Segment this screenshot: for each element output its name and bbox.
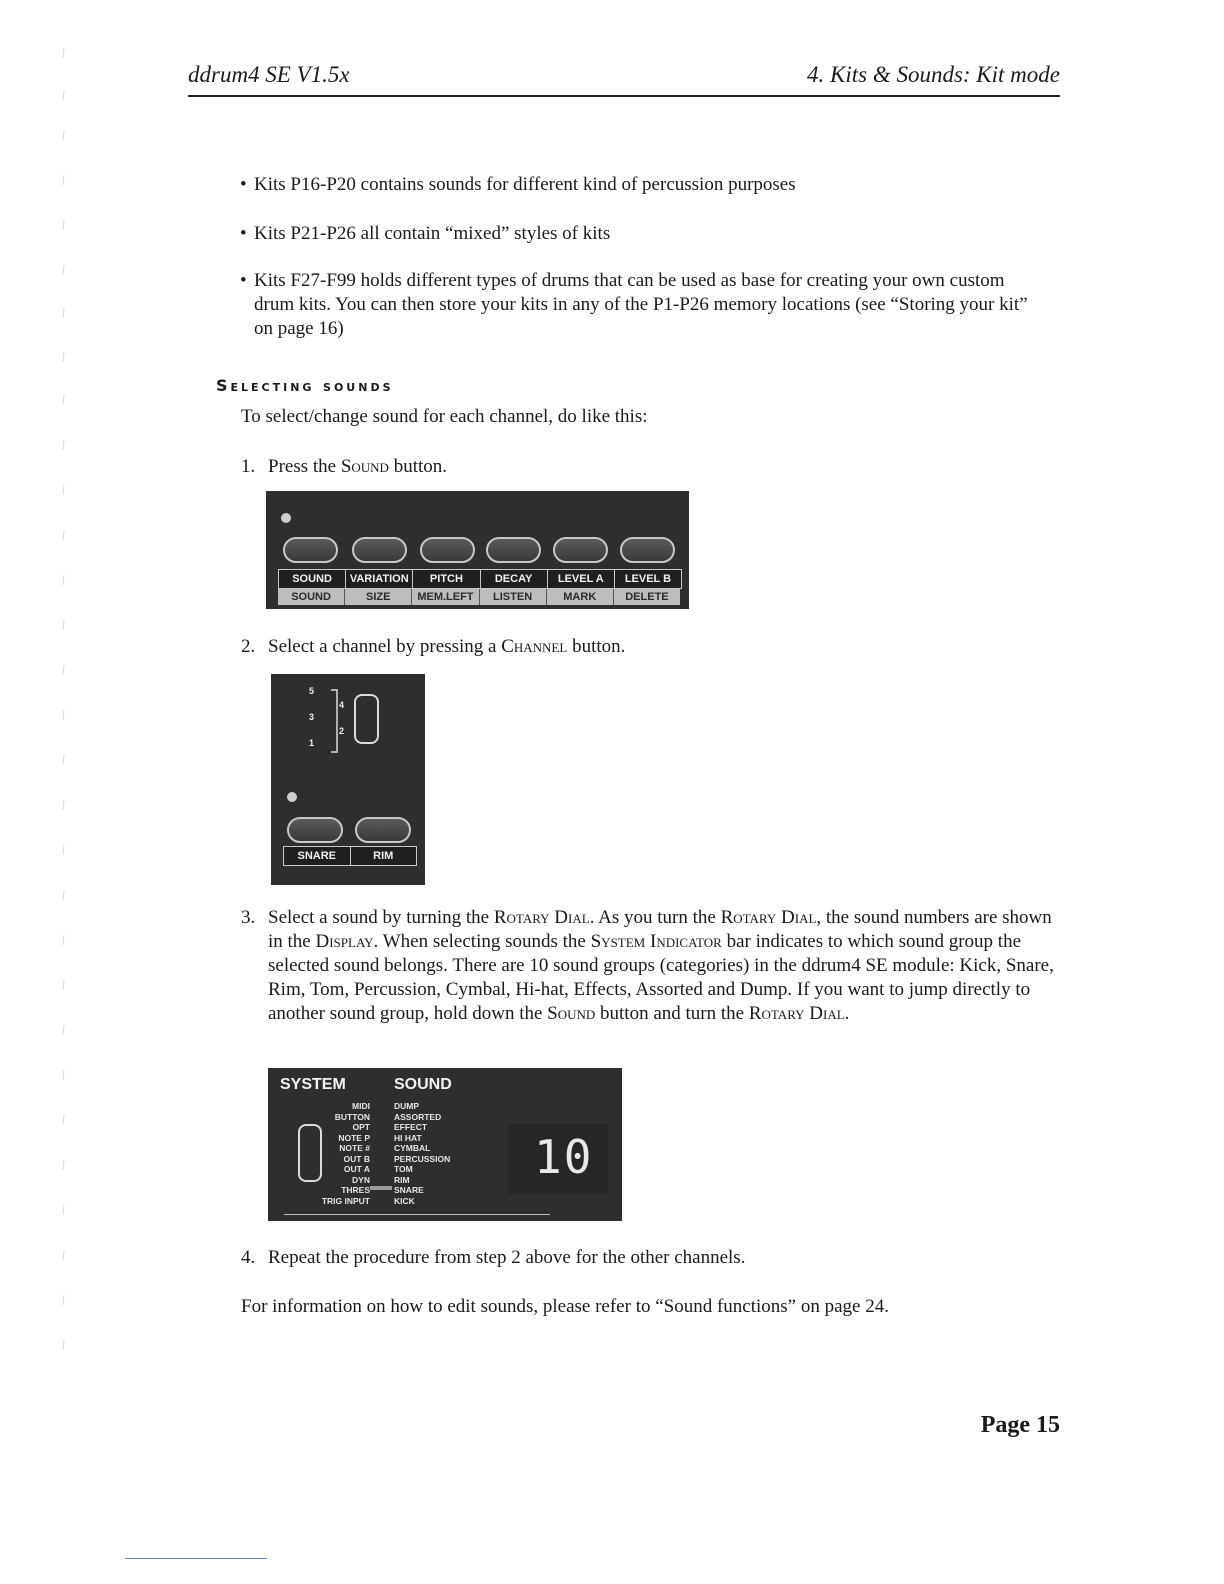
- intro-text: To select/change sound for each channel, do like this:: [241, 406, 648, 427]
- channel-number: 4: [339, 700, 345, 710]
- level-a-button[interactable]: [553, 537, 608, 563]
- channel-labels: [283, 846, 417, 866]
- footer-line: [125, 1558, 267, 1559]
- keyword-system-indicator: System Indicator: [590, 931, 722, 952]
- header-title: ddrum4 SE V1.5x: [188, 62, 350, 87]
- label-level-b: LEVEL B: [624, 573, 672, 585]
- sound-group-item: PERCUSSION: [394, 1153, 451, 1164]
- system-item: NOTE #: [339, 1143, 370, 1153]
- system-item: THRES: [341, 1185, 370, 1195]
- label-level-a: LEVEL A: [548, 570, 615, 588]
- label-listen: LISTEN: [480, 589, 547, 605]
- step-text: button.: [567, 636, 626, 657]
- system-title: SYSTEM: [280, 1076, 346, 1093]
- sound-group-item: DUMP: [394, 1101, 420, 1111]
- channel-number: 3: [309, 712, 315, 722]
- system-item: OPT: [352, 1122, 370, 1132]
- sound-groups-list: [394, 1101, 484, 1206]
- label-mark: MARK: [547, 589, 614, 605]
- label-sound-alt: SOUND: [278, 589, 345, 605]
- step-text: button.: [388, 456, 448, 477]
- system-item: OUT B: [343, 1153, 370, 1164]
- label-sound: SOUND: [279, 570, 346, 588]
- bullet-item: [240, 222, 1040, 246]
- bullet-item: [240, 269, 1040, 341]
- channel-number: 2: [339, 726, 345, 736]
- step-text: Press the: [268, 456, 341, 477]
- page-number: Page 15: [980, 1412, 1060, 1438]
- label-snare: SNARE: [284, 847, 351, 865]
- step-text: , the sound numbers are shown in the: [268, 907, 1052, 952]
- step-1: [241, 455, 1061, 479]
- channel-panel: [271, 674, 425, 885]
- rim-channel-button[interactable]: [355, 817, 411, 843]
- threshold-indicator: [370, 1186, 392, 1190]
- keyword-channel: Channel: [501, 636, 568, 657]
- keyword-sound: Sound: [547, 1003, 596, 1024]
- step-text: button and turn the: [595, 1003, 749, 1024]
- system-item: DYN: [352, 1174, 370, 1185]
- panel-divider: [284, 1214, 550, 1215]
- system-item: NOTE P: [338, 1132, 370, 1143]
- channel-led-indicator: [287, 792, 297, 802]
- bullet-dot: •: [240, 270, 247, 291]
- step-number: 1.: [241, 456, 256, 477]
- step-text: Select a sound by turning the: [268, 907, 494, 928]
- step-3: [241, 906, 1061, 1026]
- channel-indicator-segment: [354, 694, 379, 744]
- bullet-text: Kits P16-P20 contains sounds for different kind of percussion purposes: [254, 174, 796, 195]
- step-text: Repeat the procedure from step 2 above for the other channels.: [268, 1247, 746, 1268]
- system-item: BUTTON: [334, 1111, 370, 1122]
- sound-led-indicator: [281, 513, 291, 523]
- sound-group-item: HI HAT: [394, 1132, 422, 1143]
- sound-group-item: RIM: [394, 1174, 410, 1185]
- system-item: MIDI: [352, 1101, 370, 1111]
- header-rule: [188, 95, 1060, 97]
- step-4: [241, 1246, 1061, 1270]
- label-size: SIZE: [345, 589, 412, 605]
- sound-group-item: EFFECT: [394, 1122, 428, 1132]
- channel-bracket-icon: [329, 688, 341, 754]
- label-variation: VARIATION: [346, 570, 413, 588]
- sound-button[interactable]: [283, 537, 338, 563]
- keyword-display: Display: [315, 931, 374, 952]
- step-text: . When selecting sounds the: [373, 931, 591, 952]
- sound-group-item: TOM: [394, 1164, 413, 1174]
- channel-number: 5: [309, 686, 315, 696]
- keyword-rotary-dial: Rotary Dial: [493, 907, 590, 928]
- label-rim: RIM: [373, 850, 394, 862]
- pitch-button[interactable]: [420, 537, 475, 563]
- step-number: 2.: [241, 636, 256, 657]
- keyword-rotary-dial: Rotary Dial: [748, 1003, 845, 1024]
- keyword-sound: Sound: [340, 456, 389, 477]
- section-heading: Selecting sounds: [216, 376, 394, 395]
- label-decay: DECAY: [481, 570, 548, 588]
- function-buttons-panel: [266, 491, 689, 609]
- variation-button[interactable]: [352, 537, 407, 563]
- label-delete: DELETE: [625, 591, 669, 603]
- sound-title: SOUND: [394, 1076, 452, 1093]
- snare-channel-button[interactable]: [287, 817, 343, 843]
- step-text: .: [844, 1003, 850, 1024]
- system-item: OUT A: [343, 1164, 370, 1174]
- footer-paragraph: For information on how to edit sounds, please refer to “Sound functions” on page 24.: [241, 1296, 889, 1317]
- sound-group-item: ASSORTED: [394, 1111, 442, 1122]
- display-readout: 10: [534, 1130, 594, 1184]
- channel-number: 1: [309, 738, 315, 748]
- step-text: bar indicates to which sound group the selected sound belongs. There are 10 sound groups (categories) in the ddrum4 SE module: Kick, Snare, Rim, Tom, Percussion, Cymbal, Hi-hat, Effects, Assorted and Dump. If you want to jump directly to another sound group, hold down the: [268, 931, 1054, 1024]
- bullet-dot: •: [240, 174, 247, 195]
- sound-group-item: CYMBAL: [394, 1143, 431, 1153]
- bullet-text: Kits F27-F99 holds different types of drums that can be used as base for creating your own custom drum kits. You can then store your kits in any of the P1-P26 memory locations (see “Storing your kit” on page 16): [254, 270, 1028, 339]
- step-number: 4.: [241, 1247, 256, 1268]
- system-item: TRIG INPUT: [321, 1195, 370, 1206]
- level-b-button[interactable]: [620, 537, 675, 563]
- system-items-list: [298, 1101, 370, 1206]
- decay-button[interactable]: [486, 537, 541, 563]
- sound-group-item: SNARE: [394, 1185, 424, 1195]
- bullet-text: Kits P21-P26 all contain “mixed” styles of kits: [254, 223, 611, 244]
- step-number: 3.: [241, 907, 256, 928]
- step-2: [241, 635, 1061, 659]
- margin-marks: [60, 40, 68, 1520]
- label-pitch: PITCH: [413, 570, 480, 588]
- bullet-item: [240, 173, 1040, 197]
- function-labels-top: [278, 569, 682, 589]
- bullet-dot: •: [240, 223, 247, 244]
- step-3-text: [268, 906, 1061, 1026]
- sound-group-item: KICK: [394, 1195, 415, 1206]
- header-chapter: 4. Kits & Sounds: Kit mode: [806, 62, 1060, 87]
- label-mem-left: MEM.LEFT: [412, 589, 479, 605]
- function-labels-bottom: [278, 589, 680, 605]
- step-text: . As you turn the: [589, 907, 721, 928]
- step-text: Select a channel by pressing a: [268, 636, 502, 657]
- keyword-rotary-dial: Rotary Dial: [720, 907, 817, 928]
- system-sound-display-panel: [268, 1068, 622, 1221]
